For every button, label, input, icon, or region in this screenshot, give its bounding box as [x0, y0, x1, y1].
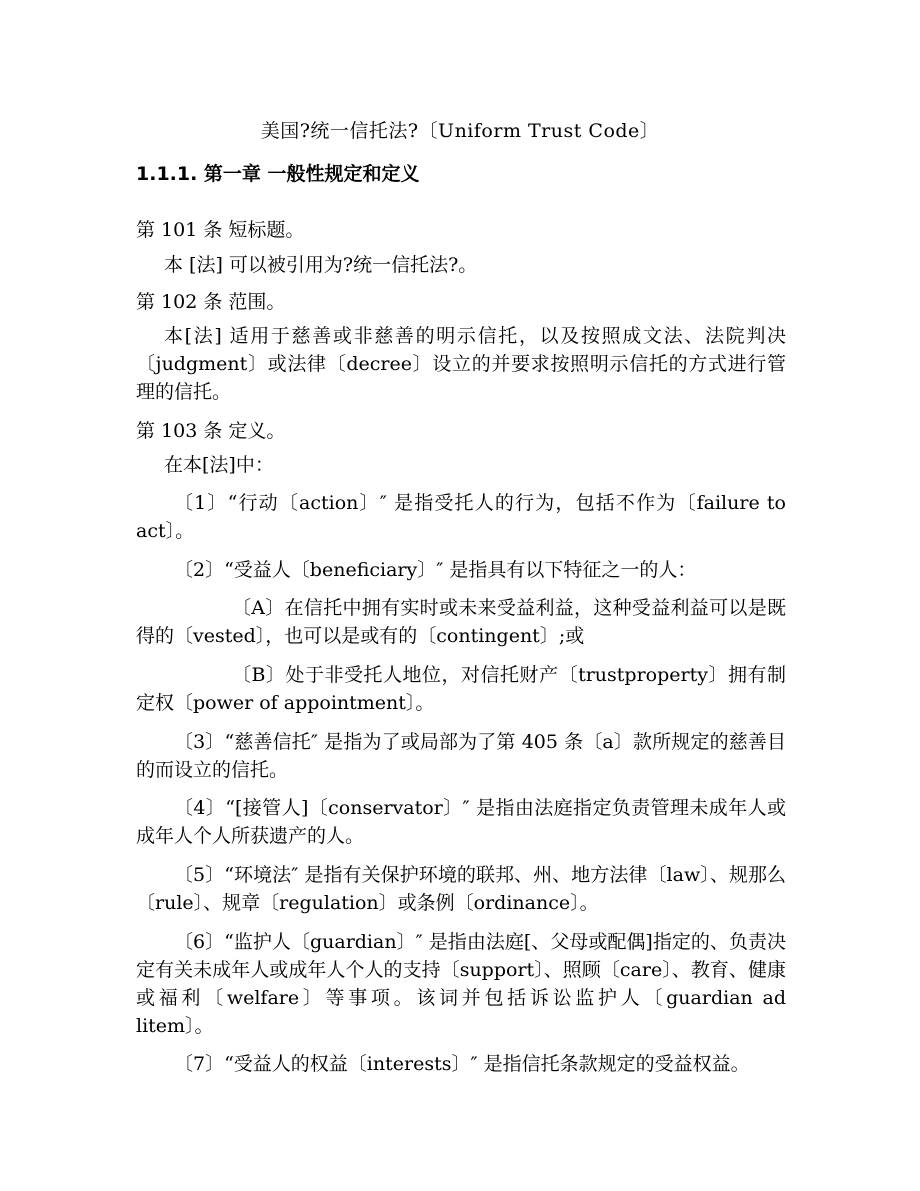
article-102-title: 第 102 条 范围。	[136, 291, 286, 313]
article-101-title: 第 101 条 短标题。	[136, 219, 305, 241]
definition-2b: 〔B〕处于非受托人地位，对信托财产〔trustproperty〕拥有制定权〔power of appointment〕。	[136, 664, 786, 714]
definition-2a: 〔A〕在信托中拥有实时或未来受益利益，这种受益利益可以是既得的〔vested〕，也可以是或有的〔contingent〕;或	[136, 597, 786, 647]
article-103-title: 第 103 条 定义。	[136, 420, 286, 442]
definition-4: 〔4〕“[接管人]〔conservator〕″ 是指由法庭指定负责管理未成年人或成年人个人所获遗产的人。	[136, 797, 786, 847]
chapter-heading: 1.1.1. 第一章 一般性规定和定义	[136, 163, 420, 185]
definition-7: 〔7〕“受益人的权益〔interests〕″ 是指信托条款规定的受益权益。	[174, 1053, 750, 1075]
article-102-body: 本[法] 适用于慈善或非慈善的明示信托，以及按照成文法、法院判决〔judgment〕或法律〔decree〕设立的并要求按照明示信托的方式进行管理的信托。	[136, 325, 786, 403]
definition-5: 〔5〕“环境法″ 是指有关保护环境的联邦、州、地方法律〔law〕、规那么〔rule〕、规章〔regulation〕或条例〔ordinance〕。	[136, 864, 786, 914]
document-title: 美国?统一信托法?〔Uniform Trust Code〕	[260, 120, 660, 142]
article-103-intro: 在本[法]中：	[164, 454, 274, 476]
article-101-body: 本 [法] 可以被引用为?统一信托法?。	[164, 254, 478, 276]
definition-2: 〔2〕“受益人〔beneficiary〕″ 是指具有以下特征之一的人：	[174, 559, 697, 581]
definition-3: 〔3〕“慈善信托″ 是指为了或局部为了第 405 条〔a〕款所规定的慈善目的而设立的信托。	[136, 731, 786, 781]
definition-1: 〔1〕“行动〔action〕″ 是指受托人的行为，包括不作为〔failure to act〕。	[136, 492, 786, 542]
definition-6: 〔6〕“监护人〔guardian〕″ 是指由法庭[、父母或配偶]指定的、负责决定有关未成年人或成年人个人的支持〔support〕、照顾〔care〕、教育、健康或福利〔welfare〕等事项。该词并包括诉讼监护人〔guardian ad litem〕。	[136, 931, 786, 1037]
